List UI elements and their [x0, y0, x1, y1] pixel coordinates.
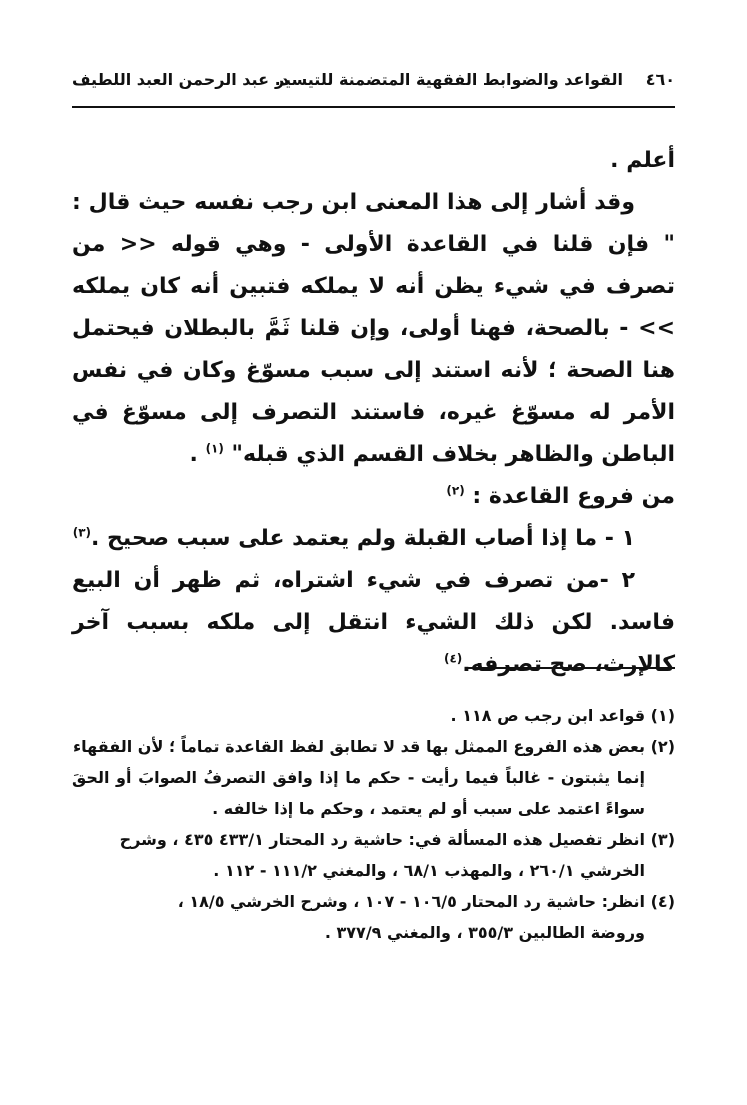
paragraph-quote [72, 182, 675, 476]
footnote-continuation: إنما يثبتون - غالباً فيما رأيت - حكم ما إذا وافق التصرفُ الصوابَ أو الحقَ سواءً اعتمد على سبب أو لم يعتمد ، وحكم ما إذا خالفه . [72, 768, 645, 818]
list-item-text: ١ - ما إذا أصاب القبلة ولم يعتمد على سبب صحيح . [91, 526, 635, 551]
footnote: (٢) بعض هذه الفروع الممثل بها قد لا تطابق لفظ القاعدة تماماً ؛ لأن الفقهاء [72, 737, 675, 756]
page-number: ٤٦٠ [645, 70, 675, 89]
footnote-separator [467, 667, 675, 669]
list-item [72, 518, 675, 560]
book-title: القواعد والضوابط الفقهية المتضمنة للتيسير [275, 70, 623, 89]
quote-text: وقد أشار إلى هذا المعنى ابن رجب نفسه حيث قال : " فإن قلنا في القاعدة الأولى - وهي قوله << من تصرف في شيء يظن أنه لا يملكه فتبين أنه كان يملكه >> - بالصحة، فهنا أولى، وإن قلنا ثَمَّ بالبطلان فيحتمل هنا الصحة ؛ لأنه استند إلى سبب مسوّغ وكان في نفس الأمر له مسوّغ غيره، فاستند التصرف إلى مسوّغ في الباطن والظاهر بخلاف القسم الذي قبله" [72, 190, 675, 467]
footnote: (٣) انظر تفصيل هذه المسألة في: حاشية رد المحتار ٤٣٣/١ ٤٣٥ ، وشرح [119, 830, 675, 849]
footnote-continuation: الخرشي ٢٦٠/١ ، والمهذب ٦٨/١ ، والمغني ١١١/٢ - ١١٢ . [213, 861, 645, 880]
section-heading [72, 476, 675, 518]
footnote-ref: (٣) [72, 525, 92, 540]
quote-end: . [189, 442, 206, 467]
list-item-text: ٢ -من تصرف في شيء اشتراه، ثم ظهر أن البيع فاسد. لكن ذلك الشيء انتقل إلى ملكه بسبب آخر كالإرث، صح تصرفه. [72, 568, 675, 677]
footnote: (٤) انظر: حاشية رد المحتار ١٠٦/٥ - ١٠٧ ، وشرح الخرشي ١٨/٥ ، [177, 892, 675, 911]
footnote-ref: (٤) [443, 651, 463, 666]
footnote-ref: (١) [205, 441, 224, 456]
paragraph: أعلم . [610, 148, 675, 173]
footnote-continuation: وروضة الطالبين ٣٥٥/٣ ، والمغني ٣٧٧/٩ . [324, 923, 645, 942]
main-text [72, 140, 675, 686]
author-name: د. عبد الرحمن العبد اللطيف [72, 70, 289, 89]
heading-text: من فروع القاعدة : [472, 484, 675, 509]
running-header [72, 70, 675, 98]
footnotes [72, 700, 675, 948]
footnote: (١) قواعد ابن رجب ص ١١٨ . [450, 706, 675, 725]
header-rule [72, 106, 675, 108]
footnote-ref: (٢) [446, 483, 465, 498]
